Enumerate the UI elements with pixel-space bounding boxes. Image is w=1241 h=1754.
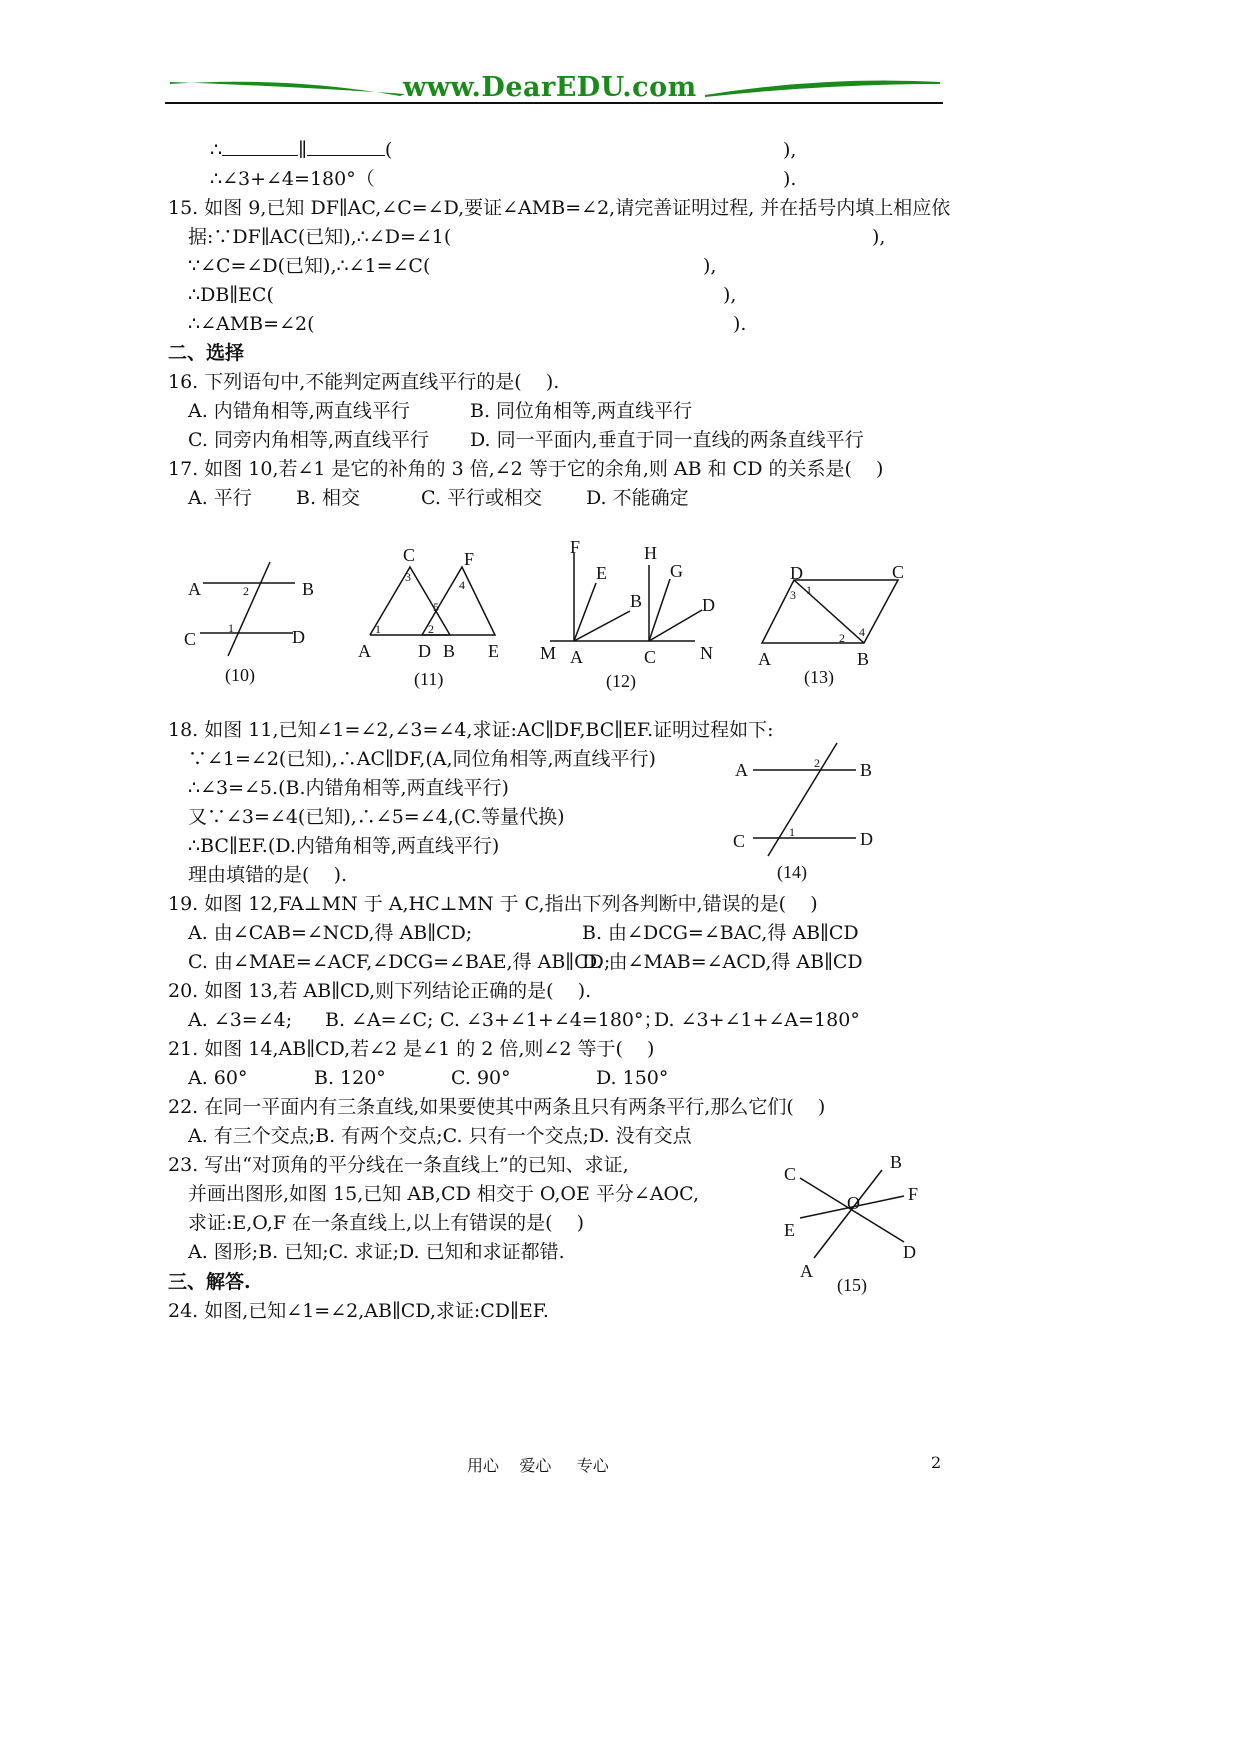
q18-step-b: ∴∠3=∠5.(B.内错角相等,两直线平行) [188,777,509,799]
fig11-label-a: A [358,641,371,661]
option-b: B. ∠A=∠C; [325,1009,434,1031]
option-d: D. 同一平面内,垂直于同一直线的两条直线平行 [470,429,864,451]
figures-10-13 [160,535,940,700]
option-d: D. 不能确定 [586,487,689,509]
fig12-label-b: B [630,591,643,611]
fig12-label-g: G [670,561,683,581]
question-18: 18. 如图 11,已知∠1=∠2,∠3=∠4,求证:AC∥DF,BC∥EF.证明过程如下: [168,719,774,741]
question-24: 24. 如图,已知∠1=∠2,AB∥CD,求证:CD∥EF. [168,1300,549,1322]
fig12-label-h: H [644,543,657,563]
proof-line-2: ∴∠3+∠4=180°（ [210,168,375,190]
fig14-label-c: C [733,831,746,851]
bracket-end: ). [733,313,747,335]
fig10-angle-2: 2 [243,584,249,598]
fig10-angle-1: 1 [228,621,234,635]
fig12-label-n: N [700,643,713,663]
q18-step-d: ∴BC∥EF.(D.内错角相等,两直线平行) [188,835,500,857]
bracket-end: ), [872,226,886,248]
fig15-label-a: A [800,1261,813,1281]
fig15-label-c: C [784,1164,797,1184]
fig15-label-d: D [903,1242,916,1262]
fig12-caption: (12) [606,671,636,691]
fig14-label-d: D [860,829,873,849]
option-b: B. 相交 [296,487,361,509]
bracket-end: ), [723,284,737,306]
fig11-angle-4: 4 [459,578,465,592]
bracket-end: ), [703,255,717,277]
fig13-caption: (13) [804,667,834,687]
fig13-angle-4: 4 [859,625,865,639]
fig13-angle-3: 3 [790,588,796,602]
fig11-angle-3: 3 [405,570,411,584]
fig11-label-e: E [488,641,499,661]
proof-line-1: ∴ ∥ ( [210,139,393,161]
question-15: 15. 如图 9,已知 DF∥AC,∠C=∠D,要证∠AMB=∠2,请完善证明过程, 并在括号内填上相应依 [168,197,951,219]
figure-13 [762,580,898,643]
figure-10 [200,562,295,656]
q23-options: A. 图形;B. 已知;C. 求证;D. 已知和求证都错. [188,1241,565,1263]
fig11-label-f: F [464,549,475,569]
question-17: 17. 如图 10,若∠1 是它的补角的 3 倍,∠2 等于它的余角,则 AB 和 CD 的关系是( ) [168,458,884,480]
fig12-label-m: M [540,643,557,663]
fig10-label-d: D [292,627,305,647]
question-21: 21. 如图 14,AB∥CD,若∠2 是∠1 的 2 倍,则∠2 等于( ) [168,1038,655,1060]
fig12-label-d: D [702,595,715,615]
option-c: C. 同旁内角相等,两直线平行 [188,429,429,451]
fig15-caption: (15) [837,1275,867,1295]
fig11-label-b: B [443,641,456,661]
q15-line-e: ∴∠AMB=∠2( [188,313,315,335]
fig10-label-b: B [302,579,315,599]
option-a: A. 60° [188,1067,248,1089]
option-b: B. 由∠DCG=∠BAC,得 AB∥CD [582,922,859,944]
q23-line-b: 并画出图形,如图 15,已知 AB,CD 相交于 O,OE 平分∠AOC, [188,1183,700,1205]
fig12-label-c: C [644,647,657,667]
option-c: C. 由∠MAE=∠ACF,∠DCG=∠BAE,得 AB∥CD; [188,951,611,973]
q23-line-c: 求证:E,O,F 在一条直线上,以上有错误的是( ) [188,1212,585,1234]
fig13-label-d: D [790,563,803,583]
q15-line-d: ∴DB∥EC( [188,284,274,306]
fig11-label-d: D [418,641,431,661]
question-16: 16. 下列语句中,不能判定两直线平行的是( ). [168,371,560,393]
fig12-label-f: F [570,537,581,557]
option-d: D. 150° [596,1067,669,1089]
bracket-end: ). [783,168,797,190]
answer-blank[interactable] [307,137,385,156]
q18-step-a: ∵∠1=∠2(已知),∴AC∥DF,(A,同位角相等,两直线平行) [188,748,656,770]
option-c: C. ∠3+∠1+∠4=180°； [440,1009,663,1031]
section-heading-choice: 二、选择 [168,342,245,364]
q15-line-b: 据:∵DF∥AC(已知),∴∠D=∠1( [188,226,452,248]
fig11-angle-5: 5 [433,600,439,614]
page-number: 2 [931,1453,942,1472]
option-a: A. 平行 [188,487,252,509]
fig15-label-e: E [784,1220,795,1240]
fig11-angle-1: 1 [375,622,381,636]
option-b: B. 120° [314,1067,386,1089]
q15-line-c: ∵∠C=∠D(已知),∴∠1=∠C( [188,255,431,277]
q18-step-c: 又∵∠3=∠4(已知),∴∠5=∠4,(C.等量代换) [188,806,565,828]
fig15-label-f: F [908,1184,919,1204]
section-heading-answer: 三、解答. [168,1271,251,1293]
fig14-angle-2: 2 [814,756,820,770]
fig12-label-a: A [570,647,583,667]
option-c: C. 平行或相交 [421,487,542,509]
figure-15 [770,1150,930,1300]
q18-question: 理由填错的是( ). [188,864,348,886]
bracket-end: ), [783,139,797,161]
option-a: A. ∠3=∠4; [188,1009,293,1031]
fig11-angle-2: 2 [428,622,434,636]
option-d: D. ∠3+∠1+∠A=180° [654,1009,860,1031]
footer-motto: 用心 爱心 专心 [467,1456,609,1475]
fig13-label-b: B [857,649,870,669]
q22-options: A. 有三个交点;B. 有两个交点;C. 只有一个交点;D. 没有交点 [188,1125,692,1147]
fig14-caption: (14) [777,862,807,882]
fig14-label-b: B [860,760,873,780]
page-header [165,70,945,110]
question-19: 19. 如图 12,FA⊥MN 于 A,HC⊥MN 于 C,指出下列各判断中,错误的是( ) [168,893,818,915]
fig14-angle-1: 1 [789,825,795,839]
fig15-label-o: O [847,1193,860,1213]
answer-blank[interactable] [222,137,298,156]
fig11-caption: (11) [414,669,444,689]
fig12-label-e: E [596,563,607,583]
question-20: 20. 如图 13,若 AB∥CD,则下列结论正确的是( ). [168,980,592,1002]
question-23: 23. 写出“对顶角的平分线在一条直线上”的已知、求证, [168,1154,629,1176]
fig11-label-c: C [403,545,416,565]
fig10-label-c: C [184,629,197,649]
question-22: 22. 在同一平面内有三条直线,如果要使其中两条且只有两条平行,那么它们( ) [168,1096,826,1118]
option-b: B. 同位角相等,两直线平行 [470,400,693,422]
fig13-angle-1: 1 [806,583,812,597]
fig15-label-b: B [890,1152,903,1172]
fig14-label-a: A [735,760,748,780]
fig10-caption: (10) [225,665,255,685]
option-d: D. 由∠MAB=∠ACD,得 AB∥CD [582,951,863,973]
fig13-label-c: C [892,562,905,582]
site-logo: www.DearEDU.com [403,72,697,103]
fig10-label-a: A [188,579,201,599]
fig13-angle-2: 2 [839,631,845,645]
option-a: A. 由∠CAB=∠NCD,得 AB∥CD; [188,922,473,944]
option-a: A. 内错角相等,两直线平行 [188,400,410,422]
figure-14 [725,735,895,885]
fig13-label-a: A [758,649,771,669]
option-c: C. 90° [451,1067,511,1089]
